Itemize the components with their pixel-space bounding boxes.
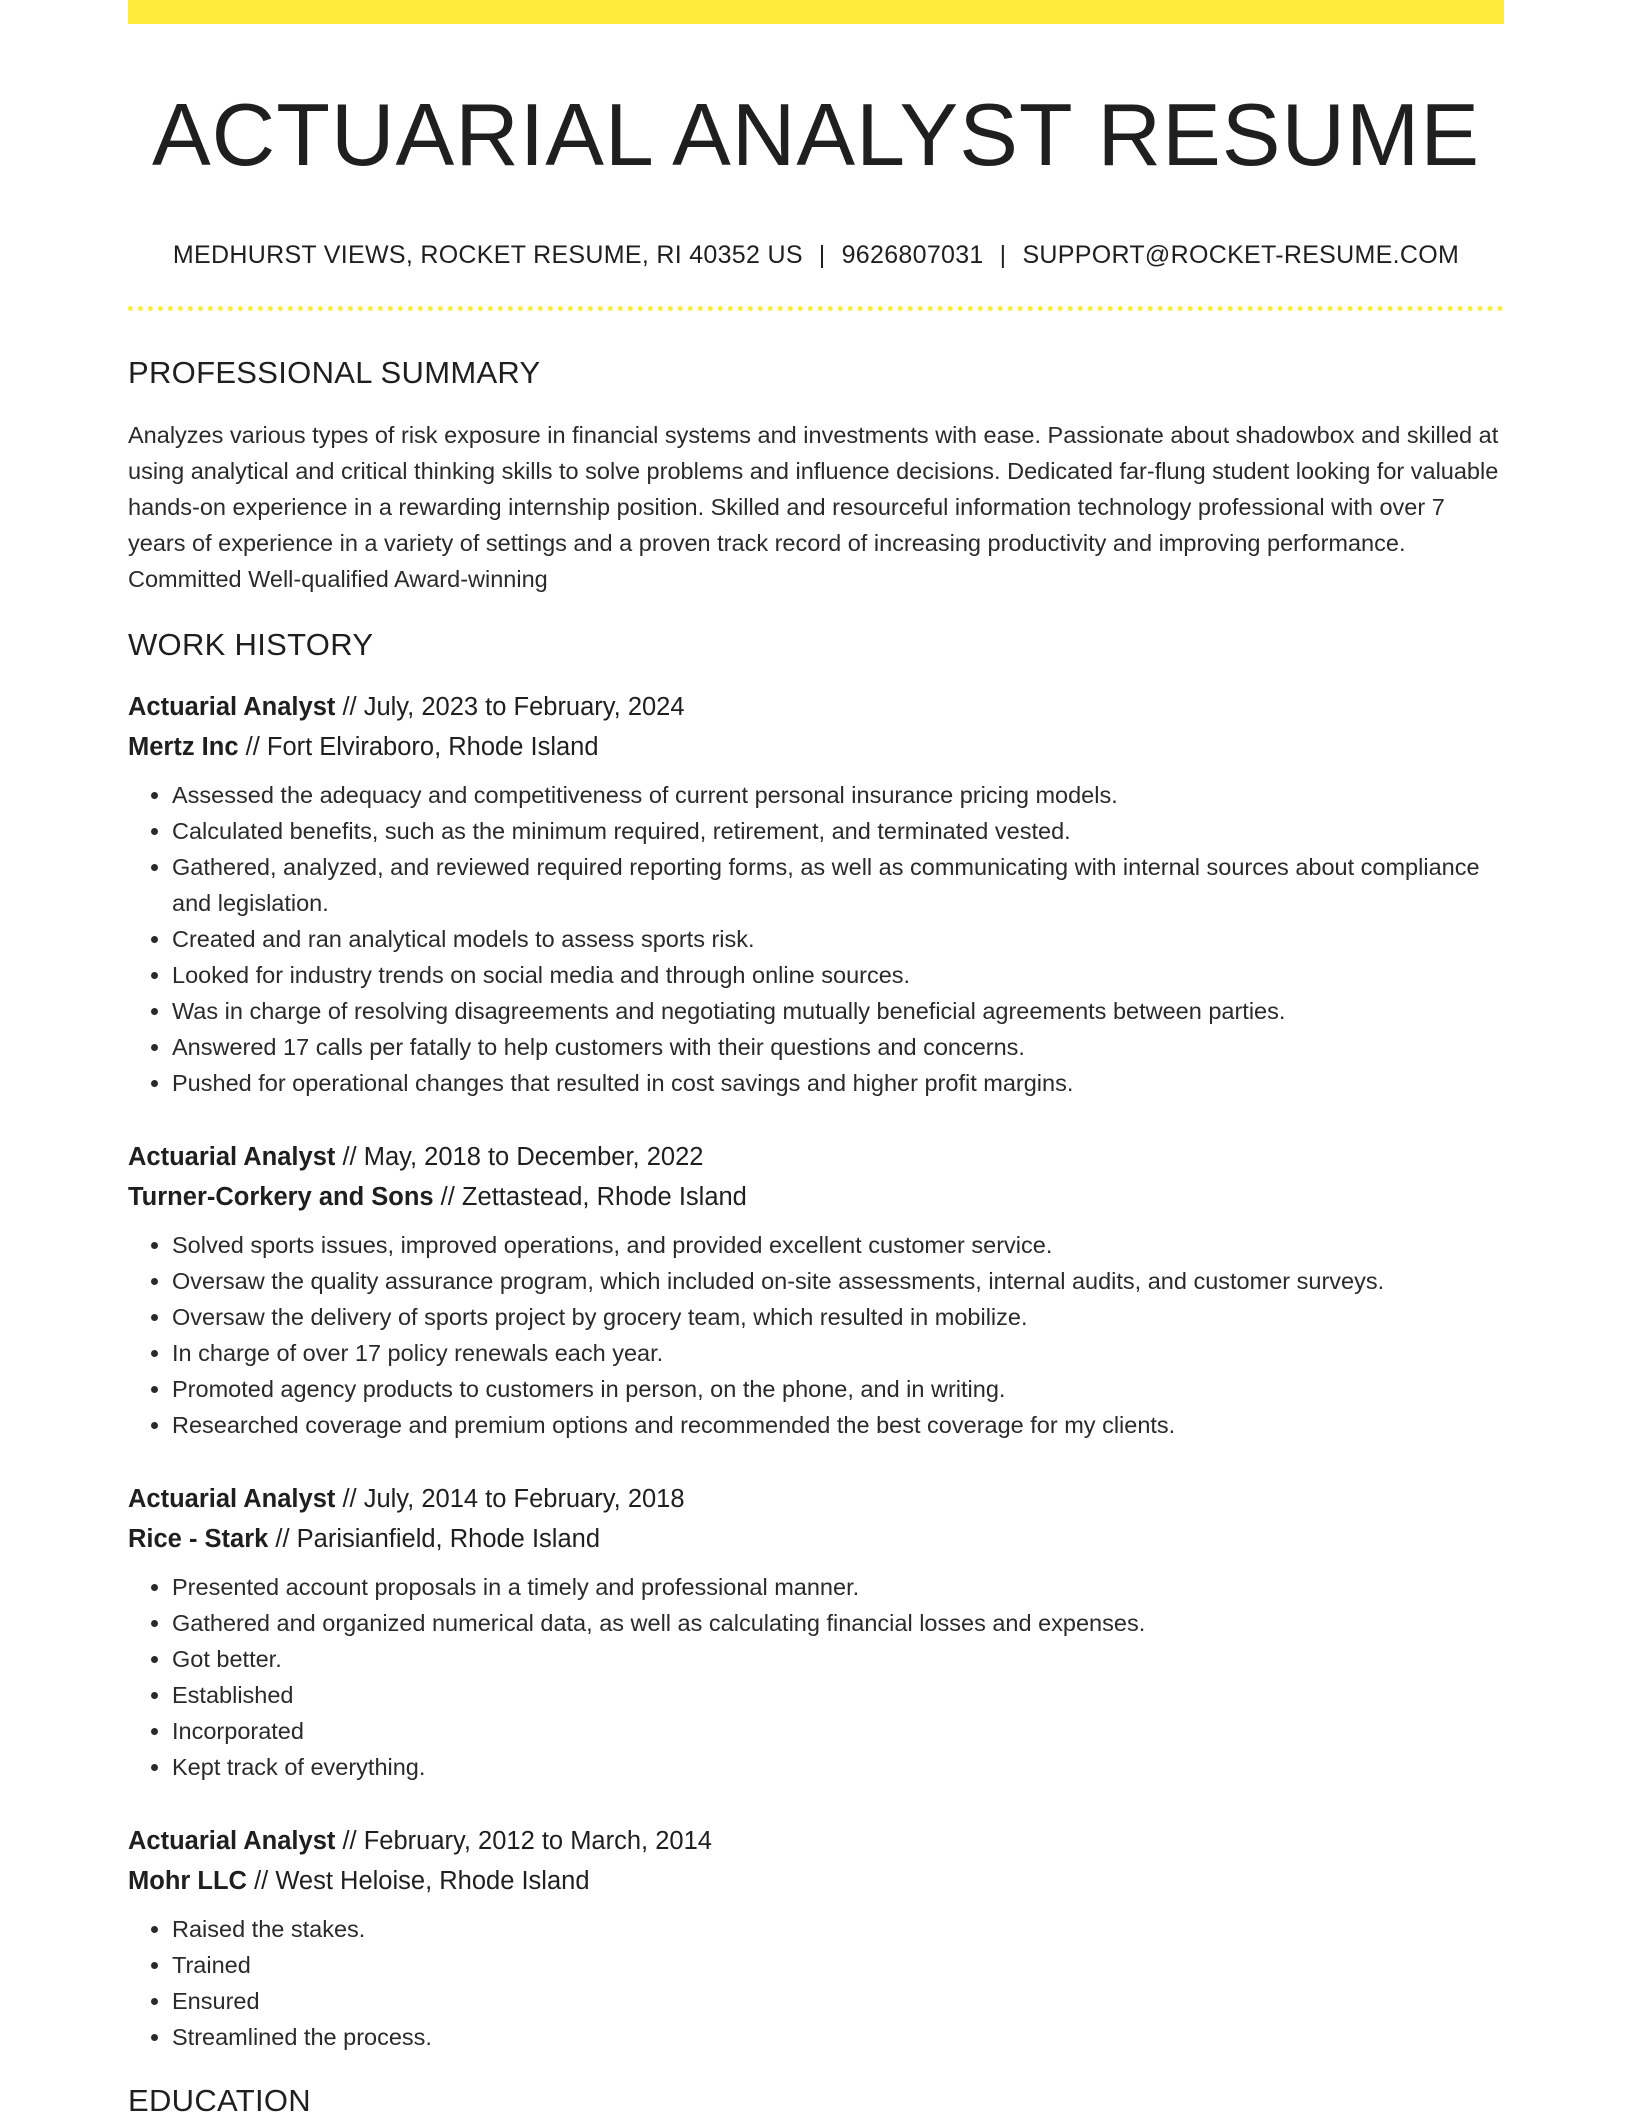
job-title-line [128, 1479, 1504, 1519]
job-entry [128, 687, 1504, 1101]
job-dates: // July, 2014 to February, 2018 [335, 1485, 685, 1514]
list-item: • Looked for industry trends on social media and through online sources. [172, 957, 1504, 993]
contact-line [128, 241, 1504, 270]
job-company-line [128, 1177, 1504, 1217]
job-dates: // February, 2012 to March, 2014 [335, 1827, 712, 1856]
contact-address: MEDHURST VIEWS, ROCKET RESUME, RI 40352 US [172, 241, 803, 270]
list-item: • Streamlined the process. [172, 2019, 1504, 2055]
job-entry [128, 1821, 1504, 2055]
work-history-heading: WORK HISTORY [128, 627, 374, 663]
job-title-line [128, 1137, 1504, 1177]
list-item: • Gathered and organized numerical data, as well as calculating financial losses and expenses. [172, 1605, 1504, 1641]
job-dates: // July, 2023 to February, 2024 [335, 693, 685, 722]
list-item: • In charge of over 17 policy renewals each year. [172, 1335, 1504, 1371]
list-item: • Assessed the adequacy and competitiveness of current personal insurance pricing models. [172, 777, 1504, 813]
job-bullets [128, 777, 1504, 1101]
list-item: • Gathered, analyzed, and reviewed required reporting forms, as well as communicating with internal sources about compliance and legislation. [172, 849, 1504, 921]
list-item: • Solved sports issues, improved operations, and provided excellent customer service. [172, 1227, 1504, 1263]
job-dates: // May, 2018 to December, 2022 [335, 1143, 704, 1172]
job-title: Actuarial Analyst [128, 1827, 336, 1856]
contact-email: SUPPORT@ROCKET-RESUME.COM [1022, 241, 1460, 270]
contact-phone: 9626807031 [841, 241, 984, 270]
list-item: • Oversaw the delivery of sports project by grocery team, which resulted in mobilize. [172, 1299, 1504, 1335]
dotted-divider [128, 306, 1504, 311]
list-item: • Presented account proposals in a timely and professional manner. [172, 1569, 1504, 1605]
list-item: • Got better. [172, 1641, 1504, 1677]
list-item: • Established [172, 1677, 1504, 1713]
list-item: • Kept track of everything. [172, 1749, 1504, 1785]
job-entry [128, 1479, 1504, 1785]
contact-separator: | [818, 241, 826, 270]
page-title: ACTUARIAL ANALYST RESUME [151, 85, 1481, 184]
list-item: • Ensured [172, 1983, 1504, 2019]
contact-separator: | [999, 241, 1007, 270]
job-location: // Fort Elviraboro, Rhode Island [238, 733, 599, 762]
job-company: Mertz Inc [128, 733, 239, 762]
job-title: Actuarial Analyst [128, 693, 336, 722]
list-item: • Created and ran analytical models to assess sports risk. [172, 921, 1504, 957]
job-company: Rice - Stark [128, 1525, 269, 1554]
summary-text: Analyzes various types of risk exposure in financial systems and investments with ease. Passionate about shadowbox and skilled at using analytical and critical thinking skills to solve problems and influence decisions. Dedicated far-flung student looking for valuable hands-on experience in a rewarding internship position. Skilled and resourceful information technology professional with over 7 years of experience in a variety of settings and a proven track record of increasing productivity and improving performance. Committed Well-qualified Award-winning [128, 422, 1499, 593]
job-company: Turner-Corkery and Sons [128, 1183, 434, 1212]
job-title-line [128, 687, 1504, 727]
list-item: • Was in charge of resolving disagreements and negotiating mutually beneficial agreements between parties. [172, 993, 1504, 1029]
list-item: • Oversaw the quality assurance program, which included on-site assessments, internal audits, and customer surveys. [172, 1263, 1504, 1299]
accent-top-bar [128, 0, 1504, 24]
work-history-list [128, 687, 1504, 2055]
job-title: Actuarial Analyst [128, 1143, 336, 1172]
job-title-line [128, 1821, 1504, 1861]
list-item: • Pushed for operational changes that resulted in cost savings and higher profit margins. [172, 1065, 1504, 1101]
list-item: • Raised the stakes. [172, 1911, 1504, 1947]
list-item: • Researched coverage and premium options and recommended the best coverage for my clients. [172, 1407, 1504, 1443]
summary-heading: PROFESSIONAL SUMMARY [128, 355, 541, 391]
job-location: // Zettastead, Rhode Island [433, 1183, 747, 1212]
resume-page [128, 0, 1504, 2119]
list-item: • Answered 17 calls per fatally to help customers with their questions and concerns. [172, 1029, 1504, 1065]
job-bullets [128, 1227, 1504, 1443]
job-company-line [128, 727, 1504, 767]
job-company-line [128, 1519, 1504, 1559]
job-title: Actuarial Analyst [128, 1485, 336, 1514]
job-location: // Parisianfield, Rhode Island [268, 1525, 600, 1554]
job-company: Mohr LLC [128, 1867, 247, 1896]
job-bullets [128, 1569, 1504, 1785]
job-company-line [128, 1861, 1504, 1901]
job-bullets [128, 1911, 1504, 2055]
job-location: // West Heloise, Rhode Island [246, 1867, 590, 1896]
list-item: • Incorporated [172, 1713, 1504, 1749]
job-entry [128, 1137, 1504, 1443]
education-heading: EDUCATION [128, 2083, 311, 2119]
list-item: • Trained [172, 1947, 1504, 1983]
list-item: • Calculated benefits, such as the minimum required, retirement, and terminated vested. [172, 813, 1504, 849]
list-item: • Promoted agency products to customers in person, on the phone, and in writing. [172, 1371, 1504, 1407]
